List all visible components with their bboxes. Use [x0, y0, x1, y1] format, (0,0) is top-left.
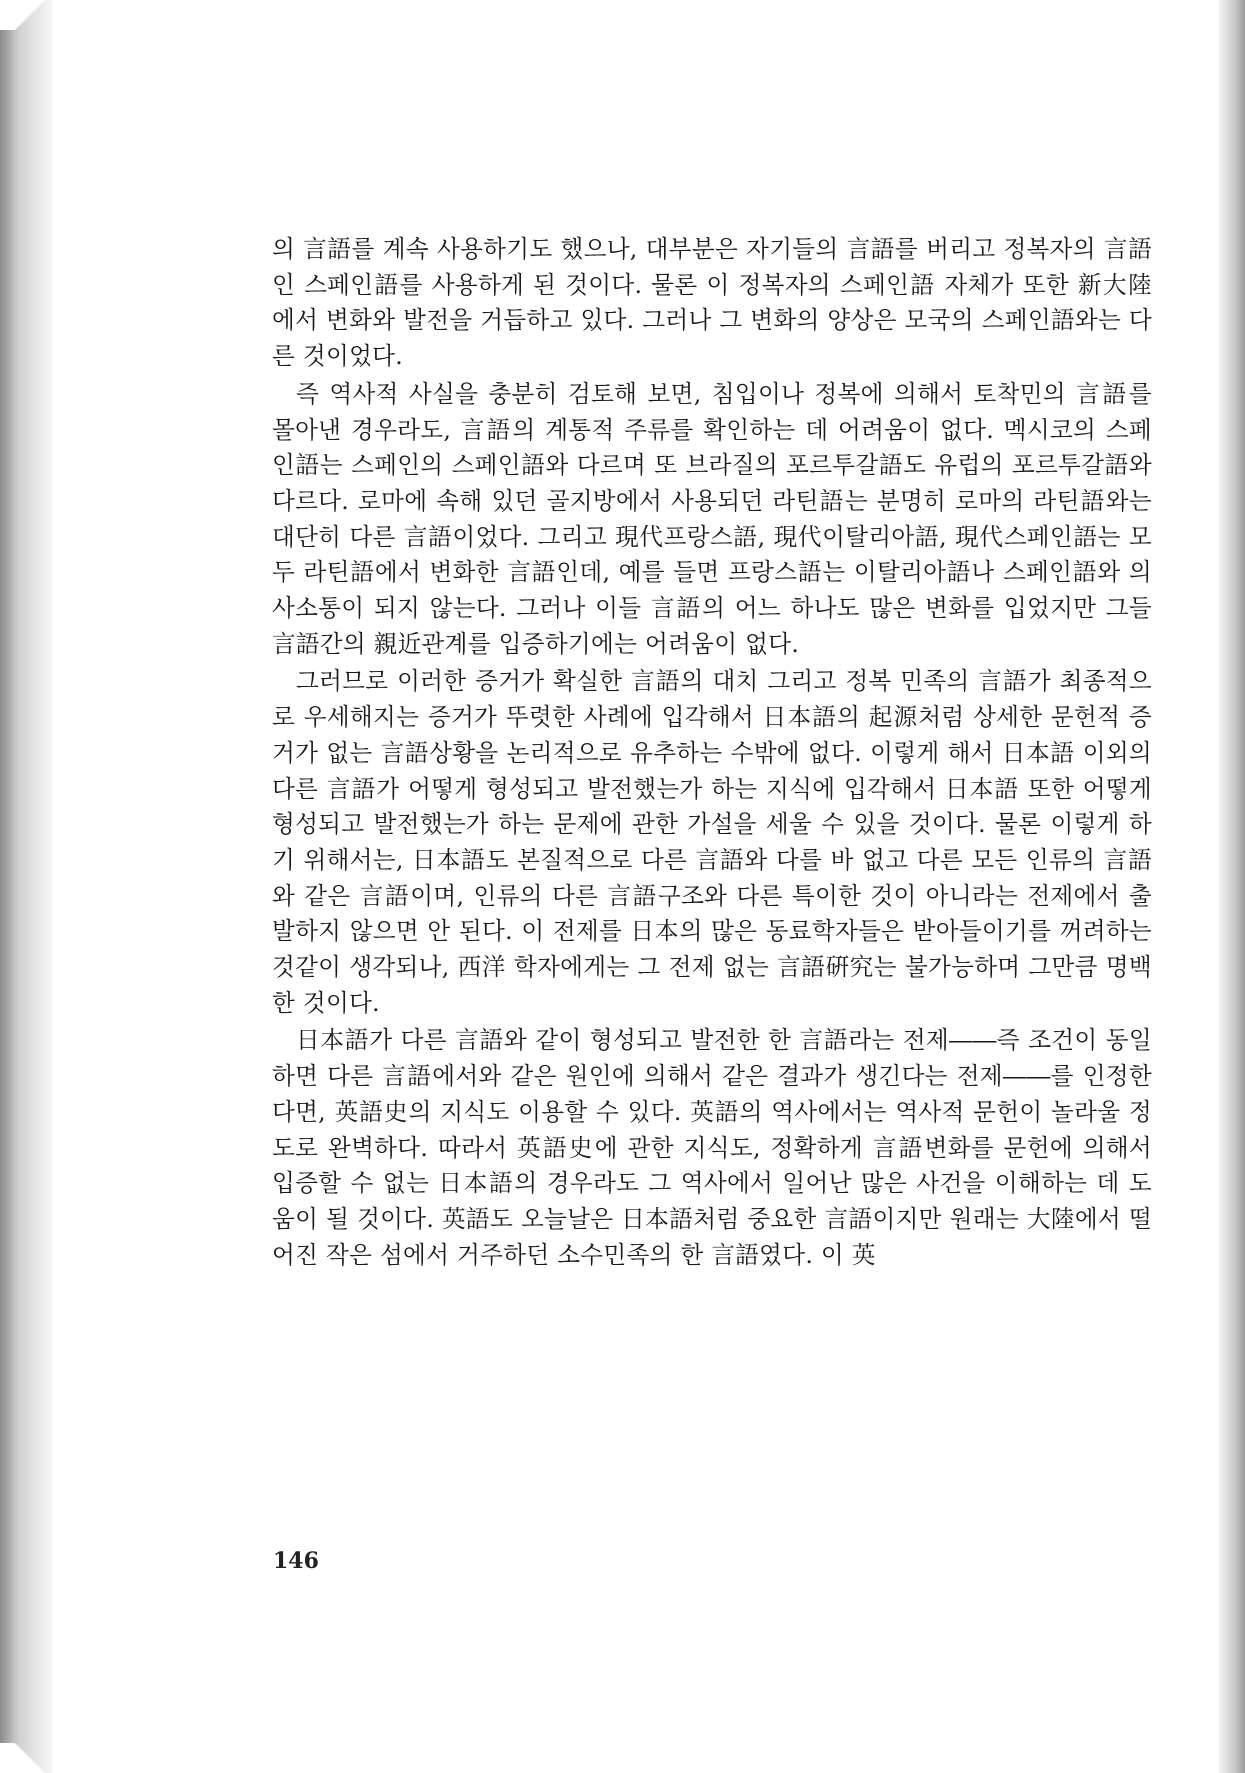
page-number: 146	[273, 1548, 319, 1574]
paragraph-3: 그러므로 이러한 증거가 확실한 言語의 대치 그리고 정복 민족의 言語가 최종적으로 우세해지는 증거가 뚜렷한 사례에 입각해서 日本語의 起源처럼 상세한 문헌적 증거가 없는 言語상황을 논리적으로 유추하는 수밖에 없다. 이렇게 해서 日本語 이외의 다른 言語가 어떻게 형성되고 발전했는가 하는 지식에 입각해서 日本語 또한 어떻게 형성되고 발전했는가 하는 문제에 관한 가설을 세울 수 있을 것이다. 물론 이렇게 하기 위해서는, 日本語도 본질적으로 다른 言語와 다를 바 없고 다른 모든 인류의 言語와 같은 言語이며, 인류의 다른 言語구조와 다른 특이한 것이 아니라는 전제에서 출발하지 않으면 안 된다. 이 전제를 日本의 많은 동료학자들은 받아들이기를 꺼려하는 것같이 생각되나, 西洋 학자에게는 그 전제 없는 言語硏究는 불가능하며 그만큼 명백한 것이다.	[272, 667, 1152, 1017]
page-corner-bottom	[0, 1743, 60, 1773]
book-page	[52, 0, 1219, 1773]
page-edge-left	[0, 0, 52, 1773]
body-text	[272, 232, 1152, 1275]
page-corner-top	[0, 0, 60, 30]
paragraph-1: 의 言語를 계속 사용하기도 했으나, 대부분은 자기들의 言語를 버리고 정복자의 言語인 스페인語를 사용하게 된 것이다. 물론 이 정복자의 스페인語 자체가 또한 新大陸에서 변화와 발전을 거듭하고 있다. 그러나 그 변화의 양상은 모국의 스페인語와는 다른 것이었다.	[272, 235, 1152, 371]
paragraph-2: 즉 역사적 사실을 충분히 검토해 보면, 침입이나 정복에 의해서 토착민의 言語를 몰아낸 경우라도, 言語의 계통적 주류를 확인하는 데 어려움이 없다. 멕시코의 스페인語는 스페인의 스페인語와 다르며 또 브라질의 포르투갈語도 유럽의 포르투갈語와 다르다. 로마에 속해 있던 골지방에서 사용되던 라틴語는 분명히 로마의 라틴語와는 대단히 다른 言語이었다. 그리고 現代프랑스語, 現代이탈리아語, 現代스페인語는 모두 라틴語에서 변화한 言語인데, 예를 들면 프랑스語는 이탈리아語나 스페인語와 의사소통이 되지 않는다. 그러나 이들 言語의 어느 하나도 많은 변화를 입었지만 그들 言語간의 親近관계를 입증하기에는 어려움이 없다.	[272, 379, 1152, 658]
page-edge-right	[1219, 0, 1245, 1773]
paragraph-4: 日本語가 다른 言語와 같이 형성되고 발전한 한 言語라는 전제――즉 조건이 동일하면 다른 言語에서와 같은 원인에 의해서 같은 결과가 생긴다는 전제――를 인정한다면, 英語史의 지식도 이용할 수 있다. 英語의 역사에서는 역사적 문헌이 놀라울 정도로 완벽하다. 따라서 英語史에 관한 지식도, 정확하게 言語변화를 문헌에 의해서 입증할 수 없는 日本語의 경우라도 그 역사에서 일어난 많은 사건을 이해하는 데 도움이 될 것이다. 英語도 오늘날은 日本語처럼 중요한 言語이지만 원래는 大陸에서 떨어진 작은 섬에서 거주하던 소수민족의 한 言語였다. 이 英	[272, 1026, 1152, 1269]
